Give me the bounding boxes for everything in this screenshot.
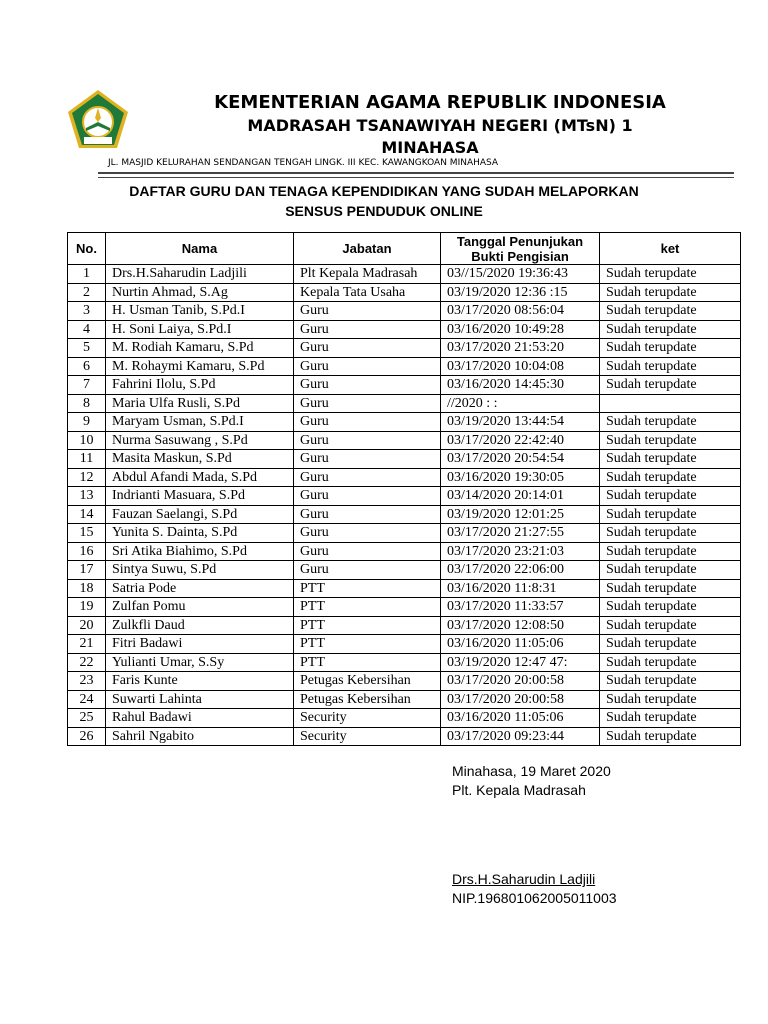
- ministry-name: KEMENTERIAN AGAMA REPUBLIK INDONESIA: [214, 92, 666, 113]
- cell-nama: Abdul Afandi Mada, S.Pd: [106, 468, 294, 487]
- table-header-row: [68, 233, 741, 265]
- cell-no: 8: [68, 394, 106, 413]
- cell-tanggal: 03/16/2020 11:05:06: [441, 709, 600, 728]
- document-title-line2: SENSUS PENDUDUK ONLINE: [285, 203, 483, 219]
- cell-nama: Sintya Suwu, S.Pd: [106, 561, 294, 580]
- cell-ket: [600, 394, 741, 413]
- cell-no: 15: [68, 524, 106, 543]
- table-row: [68, 561, 741, 580]
- cell-jabatan: Guru: [294, 431, 441, 450]
- cell-tanggal: 03/19/2020 12:47 47:: [441, 653, 600, 672]
- cell-nama: Nurma Sasuwang , S.Pd: [106, 431, 294, 450]
- table-row: [68, 468, 741, 487]
- cell-ket: Sudah terupdate: [600, 283, 741, 302]
- cell-no: 13: [68, 487, 106, 506]
- header-rule-thin: [98, 177, 734, 178]
- table-row: [68, 635, 741, 654]
- cell-no: 1: [68, 265, 106, 284]
- table-row: [68, 653, 741, 672]
- cell-ket: Sudah terupdate: [600, 616, 741, 635]
- table-row: [68, 357, 741, 376]
- table-row: [68, 413, 741, 432]
- cell-tanggal: 03/17/2020 22:06:00: [441, 561, 600, 580]
- cell-ket: Sudah terupdate: [600, 468, 741, 487]
- cell-nama: Masita Maskun, S.Pd: [106, 450, 294, 469]
- ministry-emblem-icon: [64, 88, 132, 156]
- document-title-line1: DAFTAR GURU DAN TENAGA KEPENDIDIKAN YANG SUDAH MELAPORKAN: [129, 183, 639, 199]
- cell-no: 24: [68, 690, 106, 709]
- cell-no: 23: [68, 672, 106, 691]
- cell-ket: Sudah terupdate: [600, 727, 741, 746]
- cell-ket: Sudah terupdate: [600, 653, 741, 672]
- signature-name: Drs.H.Saharudin Ladjili: [452, 871, 596, 887]
- cell-ket: Sudah terupdate: [600, 505, 741, 524]
- cell-ket: Sudah terupdate: [600, 672, 741, 691]
- cell-ket: Sudah terupdate: [600, 413, 741, 432]
- cell-nama: H. Usman Tanib, S.Pd.I: [106, 302, 294, 321]
- cell-no: 14: [68, 505, 106, 524]
- cell-jabatan: Guru: [294, 357, 441, 376]
- cell-tanggal: 03/17/2020 11:33:57: [441, 598, 600, 617]
- cell-jabatan: Kepala Tata Usaha: [294, 283, 441, 302]
- cell-jabatan: Guru: [294, 320, 441, 339]
- cell-nama: Maria Ulfa Rusli, S.Pd: [106, 394, 294, 413]
- cell-tanggal: 03/19/2020 12:01:25: [441, 505, 600, 524]
- cell-jabatan: Guru: [294, 505, 441, 524]
- table-row: [68, 727, 741, 746]
- cell-tanggal: 03/16/2020 10:49:28: [441, 320, 600, 339]
- table-row: [68, 524, 741, 543]
- signature-nip: NIP.196801062005011003: [452, 890, 617, 906]
- cell-tanggal: 03/17/2020 20:54:54: [441, 450, 600, 469]
- cell-jabatan: PTT: [294, 598, 441, 617]
- cell-nama: Fauzan Saelangi, S.Pd: [106, 505, 294, 524]
- cell-nama: Yulianti Umar, S.Sy: [106, 653, 294, 672]
- cell-tanggal: 03/16/2020 11:05:06: [441, 635, 600, 654]
- cell-nama: Satria Pode: [106, 579, 294, 598]
- table-row: [68, 283, 741, 302]
- col-header-no: No.: [68, 233, 106, 265]
- cell-ket: Sudah terupdate: [600, 320, 741, 339]
- cell-no: 22: [68, 653, 106, 672]
- cell-jabatan: Guru: [294, 413, 441, 432]
- cell-no: 19: [68, 598, 106, 617]
- col-header-tanggal: Tanggal Penunjukan Bukti Pengisian: [441, 233, 600, 265]
- cell-jabatan: Petugas Kebersihan: [294, 672, 441, 691]
- cell-tanggal: 03/17/2020 21:53:20: [441, 339, 600, 358]
- cell-jabatan: Guru: [294, 524, 441, 543]
- cell-no: 3: [68, 302, 106, 321]
- cell-jabatan: PTT: [294, 653, 441, 672]
- cell-jabatan: Guru: [294, 468, 441, 487]
- cell-no: 5: [68, 339, 106, 358]
- cell-ket: Sudah terupdate: [600, 431, 741, 450]
- cell-nama: Drs.H.Saharudin Ladjili: [106, 265, 294, 284]
- cell-no: 11: [68, 450, 106, 469]
- cell-ket: Sudah terupdate: [600, 487, 741, 506]
- table-row: [68, 579, 741, 598]
- table-row: [68, 616, 741, 635]
- cell-jabatan: Plt Kepala Madrasah: [294, 265, 441, 284]
- cell-nama: Rahul Badawi: [106, 709, 294, 728]
- cell-jabatan: Guru: [294, 339, 441, 358]
- cell-ket: Sudah terupdate: [600, 524, 741, 543]
- cell-jabatan: Petugas Kebersihan: [294, 690, 441, 709]
- cell-nama: Yunita S. Dainta, S.Pd: [106, 524, 294, 543]
- col-header-nama: Nama: [106, 233, 294, 265]
- cell-nama: Maryam Usman, S.Pd.I: [106, 413, 294, 432]
- cell-no: 21: [68, 635, 106, 654]
- cell-no: 6: [68, 357, 106, 376]
- cell-jabatan: Guru: [294, 450, 441, 469]
- cell-nama: M. Rohaymi Kamaru, S.Pd: [106, 357, 294, 376]
- cell-no: 9: [68, 413, 106, 432]
- cell-tanggal: //2020 : :: [441, 394, 600, 413]
- cell-nama: H. Soni Laiya, S.Pd.I: [106, 320, 294, 339]
- table-row: [68, 709, 741, 728]
- cell-jabatan: PTT: [294, 616, 441, 635]
- cell-ket: Sudah terupdate: [600, 690, 741, 709]
- cell-jabatan: PTT: [294, 579, 441, 598]
- table-row: [68, 542, 741, 561]
- cell-nama: Fitri Badawi: [106, 635, 294, 654]
- table-row: [68, 598, 741, 617]
- cell-ket: Sudah terupdate: [600, 561, 741, 580]
- staff-table: [67, 232, 741, 746]
- cell-jabatan: Security: [294, 727, 441, 746]
- cell-nama: M. Rodiah Kamaru, S.Pd: [106, 339, 294, 358]
- cell-tanggal: 03/17/2020 08:56:04: [441, 302, 600, 321]
- col-header-jabatan: Jabatan: [294, 233, 441, 265]
- cell-no: 18: [68, 579, 106, 598]
- cell-ket: Sudah terupdate: [600, 339, 741, 358]
- cell-tanggal: 03/17/2020 21:27:55: [441, 524, 600, 543]
- cell-no: 25: [68, 709, 106, 728]
- cell-tanggal: 03/16/2020 11:8:31: [441, 579, 600, 598]
- cell-tanggal: 03/19/2020 13:44:54: [441, 413, 600, 432]
- cell-nama: Zulkfli Daud: [106, 616, 294, 635]
- col-header-ket: ket: [600, 233, 741, 265]
- cell-nama: Nurtin Ahmad, S.Ag: [106, 283, 294, 302]
- cell-nama: Fahrini Ilolu, S.Pd: [106, 376, 294, 395]
- school-name-line2: MINAHASA: [381, 138, 479, 157]
- cell-ket: Sudah terupdate: [600, 302, 741, 321]
- cell-no: 26: [68, 727, 106, 746]
- signature-place-date: Minahasa, 19 Maret 2020: [452, 763, 611, 779]
- cell-nama: Indrianti Masuara, S.Pd: [106, 487, 294, 506]
- cell-jabatan: Guru: [294, 302, 441, 321]
- school-name-line1: MADRASAH TSANAWIYAH NEGERI (MTsN) 1: [247, 116, 633, 135]
- cell-nama: Faris Kunte: [106, 672, 294, 691]
- table-row: [68, 339, 741, 358]
- cell-ket: Sudah terupdate: [600, 542, 741, 561]
- table-row: [68, 672, 741, 691]
- cell-jabatan: Guru: [294, 376, 441, 395]
- signature-role: Plt. Kepala Madrasah: [452, 782, 586, 798]
- table-row: [68, 265, 741, 284]
- table-row: [68, 690, 741, 709]
- cell-tanggal: 03/17/2020 22:42:40: [441, 431, 600, 450]
- school-address: JL. MASJID KELURAHAN SENDANGAN TENGAH LINGK. III KEC. KAWANGKOAN MINAHASA: [108, 158, 499, 168]
- cell-ket: Sudah terupdate: [600, 709, 741, 728]
- table-row: [68, 450, 741, 469]
- cell-tanggal: 03/17/2020 12:08:50: [441, 616, 600, 635]
- cell-jabatan: Guru: [294, 542, 441, 561]
- table-body: [68, 265, 741, 746]
- table-row: [68, 302, 741, 321]
- cell-jabatan: Guru: [294, 487, 441, 506]
- cell-ket: Sudah terupdate: [600, 376, 741, 395]
- cell-jabatan: PTT: [294, 635, 441, 654]
- cell-ket: Sudah terupdate: [600, 265, 741, 284]
- cell-tanggal: 03/17/2020 23:21:03: [441, 542, 600, 561]
- cell-tanggal: 03/17/2020 20:00:58: [441, 672, 600, 691]
- table-row: [68, 394, 741, 413]
- cell-ket: Sudah terupdate: [600, 357, 741, 376]
- cell-tanggal: 03/14/2020 20:14:01: [441, 487, 600, 506]
- table-row: [68, 376, 741, 395]
- cell-tanggal: 03/17/2020 09:23:44: [441, 727, 600, 746]
- cell-no: 20: [68, 616, 106, 635]
- cell-no: 2: [68, 283, 106, 302]
- cell-tanggal: 03/19/2020 12:36 :15: [441, 283, 600, 302]
- cell-tanggal: 03/16/2020 14:45:30: [441, 376, 600, 395]
- table-row: [68, 487, 741, 506]
- cell-tanggal: 03/17/2020 10:04:08: [441, 357, 600, 376]
- cell-tanggal: 03/16/2020 19:30:05: [441, 468, 600, 487]
- cell-ket: Sudah terupdate: [600, 579, 741, 598]
- cell-ket: Sudah terupdate: [600, 598, 741, 617]
- cell-nama: Sri Atika Biahimo, S.Pd: [106, 542, 294, 561]
- cell-jabatan: Guru: [294, 561, 441, 580]
- cell-jabatan: Security: [294, 709, 441, 728]
- cell-tanggal: 03//15/2020 19:36:43: [441, 265, 600, 284]
- table-row: [68, 320, 741, 339]
- cell-nama: Zulfan Pomu: [106, 598, 294, 617]
- cell-jabatan: Guru: [294, 394, 441, 413]
- cell-tanggal: 03/17/2020 20:00:58: [441, 690, 600, 709]
- cell-no: 17: [68, 561, 106, 580]
- cell-no: 7: [68, 376, 106, 395]
- table-row: [68, 431, 741, 450]
- cell-no: 10: [68, 431, 106, 450]
- table-row: [68, 505, 741, 524]
- cell-no: 12: [68, 468, 106, 487]
- cell-no: 16: [68, 542, 106, 561]
- cell-ket: Sudah terupdate: [600, 450, 741, 469]
- cell-nama: Suwarti Lahinta: [106, 690, 294, 709]
- header-rule-thick: [98, 172, 734, 174]
- cell-no: 4: [68, 320, 106, 339]
- cell-nama: Sahril Ngabito: [106, 727, 294, 746]
- cell-ket: Sudah terupdate: [600, 635, 741, 654]
